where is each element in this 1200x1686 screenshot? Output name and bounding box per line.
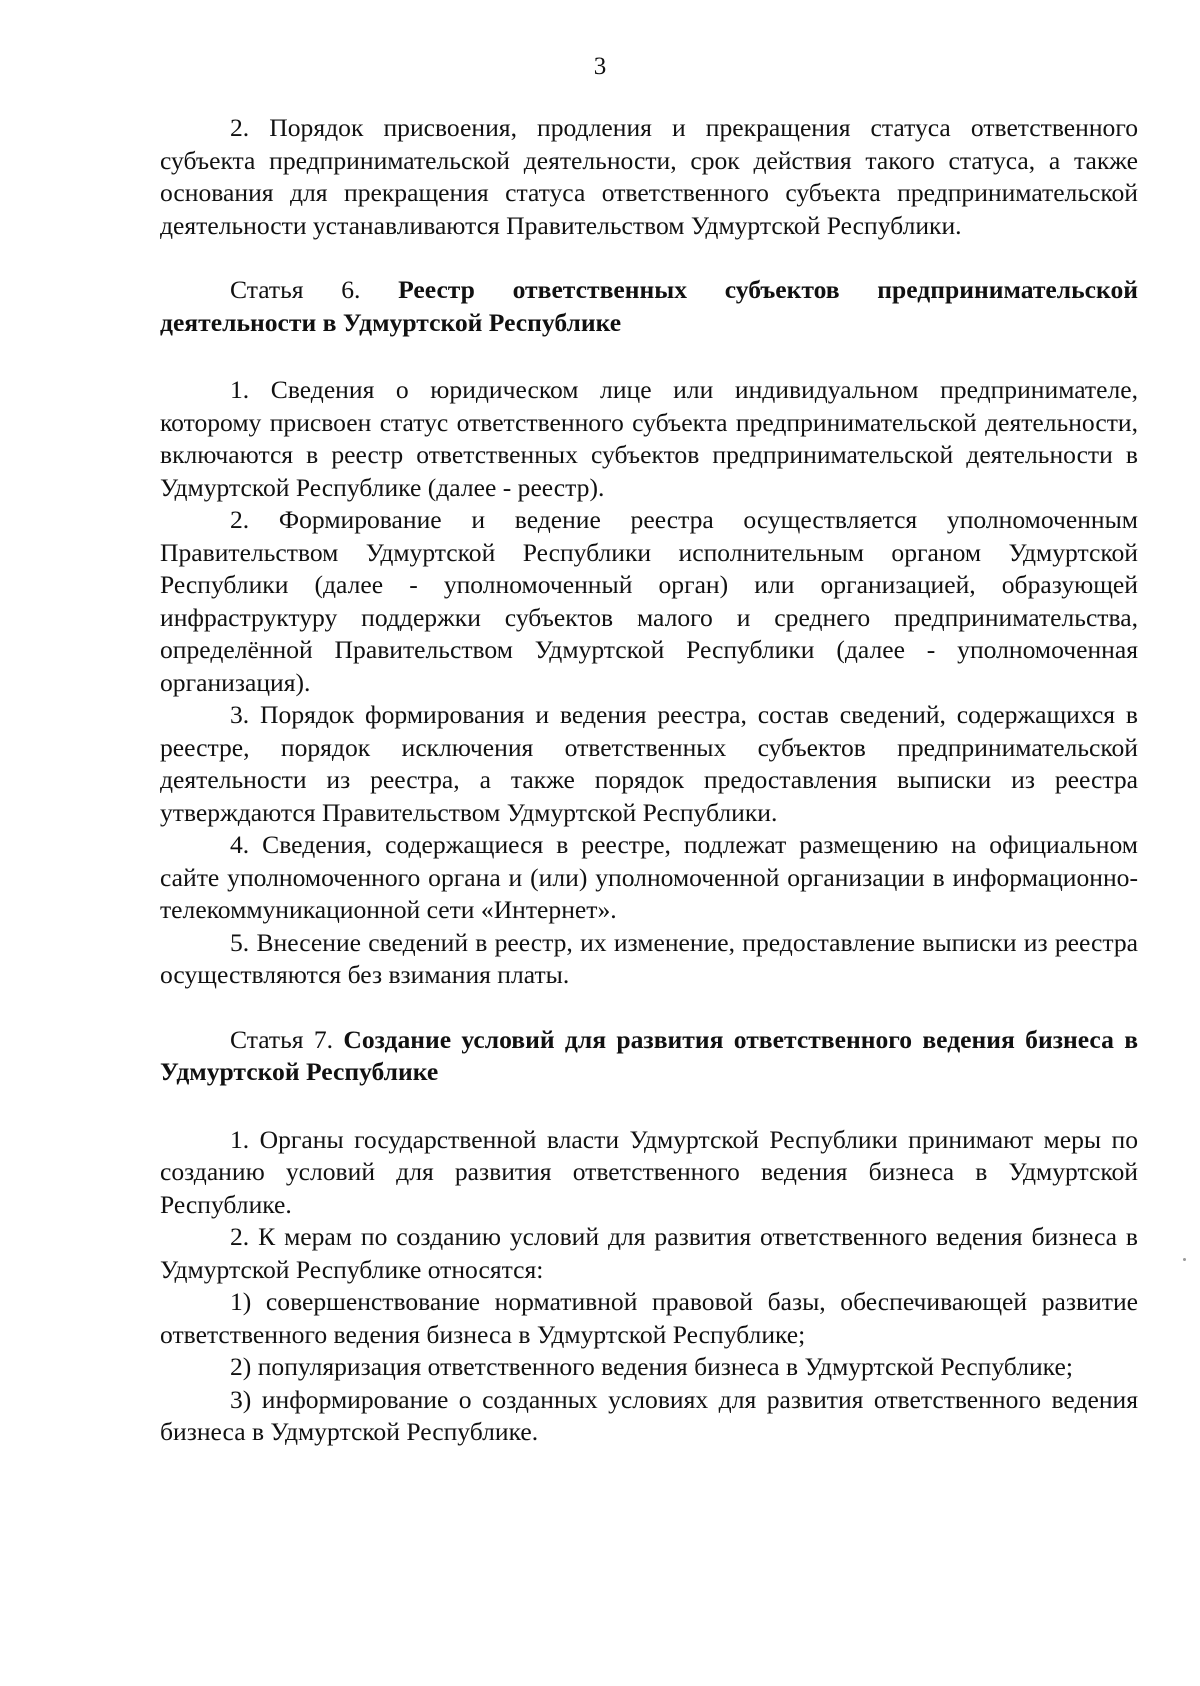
document-body [160, 112, 1138, 1449]
intro-paragraph: 2. Порядок присвоения, продления и прекращения статуса ответственного субъекта предпринимательской деятельности, срок действия такого статуса, а также основания для прекращения статуса ответственного субъекта предпринимательской деятельности устанавливаются Правительством Удмуртской Республики. [160, 113, 1138, 240]
article-7-paragraph: 3) информирование о созданных условиях для развития ответственного ведения бизнеса в Удмуртской Республике. [160, 1384, 1138, 1446]
article-6-number: Статья 6. [230, 275, 361, 304]
article-6-paragraph: 3. Порядок формирования и ведения реестра, состав сведений, содержащихся в реестре, порядок исключения ответственных субъектов предпринимательской деятельности из реестра, а также порядок предоставления выписки из реестра утверждаются Правительством Удмуртской Республики. [160, 700, 1138, 827]
article-7-number: Статья 7. [230, 1024, 334, 1054]
article-6-paragraph: 4. Сведения, содержащиеся в реестре, подлежат размещению на официальном сайте уполномоченного органа и (или) уполномоченной организации в информационно-телекоммуникационной сети «Интернет». [160, 830, 1138, 924]
article-7-title: Создание условий для развития ответственного ведения бизнеса в Удмуртской Республике [160, 1024, 1139, 1086]
article-6-heading [160, 274, 1138, 339]
article-7-paragraph: 2) популяризация ответственного ведения бизнеса в Удмуртской Республике; [230, 1352, 1073, 1381]
page-number: 3 [593, 53, 607, 80]
article-6-title: Реестр ответственных субъектов предпринимательской деятельности в Удмуртской Республике [160, 275, 1138, 337]
article-6-paragraph: 1. Сведения о юридическом лице или индивидуальном предпринимателе, которому присвоен статус ответственного субъекта предпринимательской деятельности, включаются в реестр ответственных субъектов предпринимательской деятельности в Удмуртской Республике (далее - реестр). [160, 375, 1138, 502]
article-7-paragraph: 2. К мерам по созданию условий для развития ответственного ведения бизнеса в Удмуртской Республике относятся: [160, 1222, 1138, 1284]
article-7-paragraph: 1) совершенствование нормативной правовой базы, обеспечивающей развитие ответственного ведения бизнеса в Удмуртской Республике; [160, 1287, 1138, 1349]
article-6-paragraph: 5. Внесение сведений в реестр, их изменение, предоставление выписки из реестра осуществляются без взимания платы. [160, 927, 1138, 989]
article-7-heading [160, 1024, 1138, 1089]
scan-speck [1183, 1258, 1186, 1261]
article-7-paragraph: 1. Органы государственной власти Удмуртской Республики принимают меры по созданию условий для развития ответственного ведения бизнеса в Удмуртской Республике. [160, 1124, 1138, 1219]
article-6-paragraph: 2. Формирование и ведение реестра осуществляется уполномоченным Правительством Удмуртской Республики исполнительным органом Удмуртской Республики (далее - уполномоченный орган) или организацией, образующей инфраструктуру поддержки субъектов малого и среднего предпринимательства, определённой Правительством Удмуртской Республики (далее - уполномоченная организация). [160, 505, 1138, 697]
